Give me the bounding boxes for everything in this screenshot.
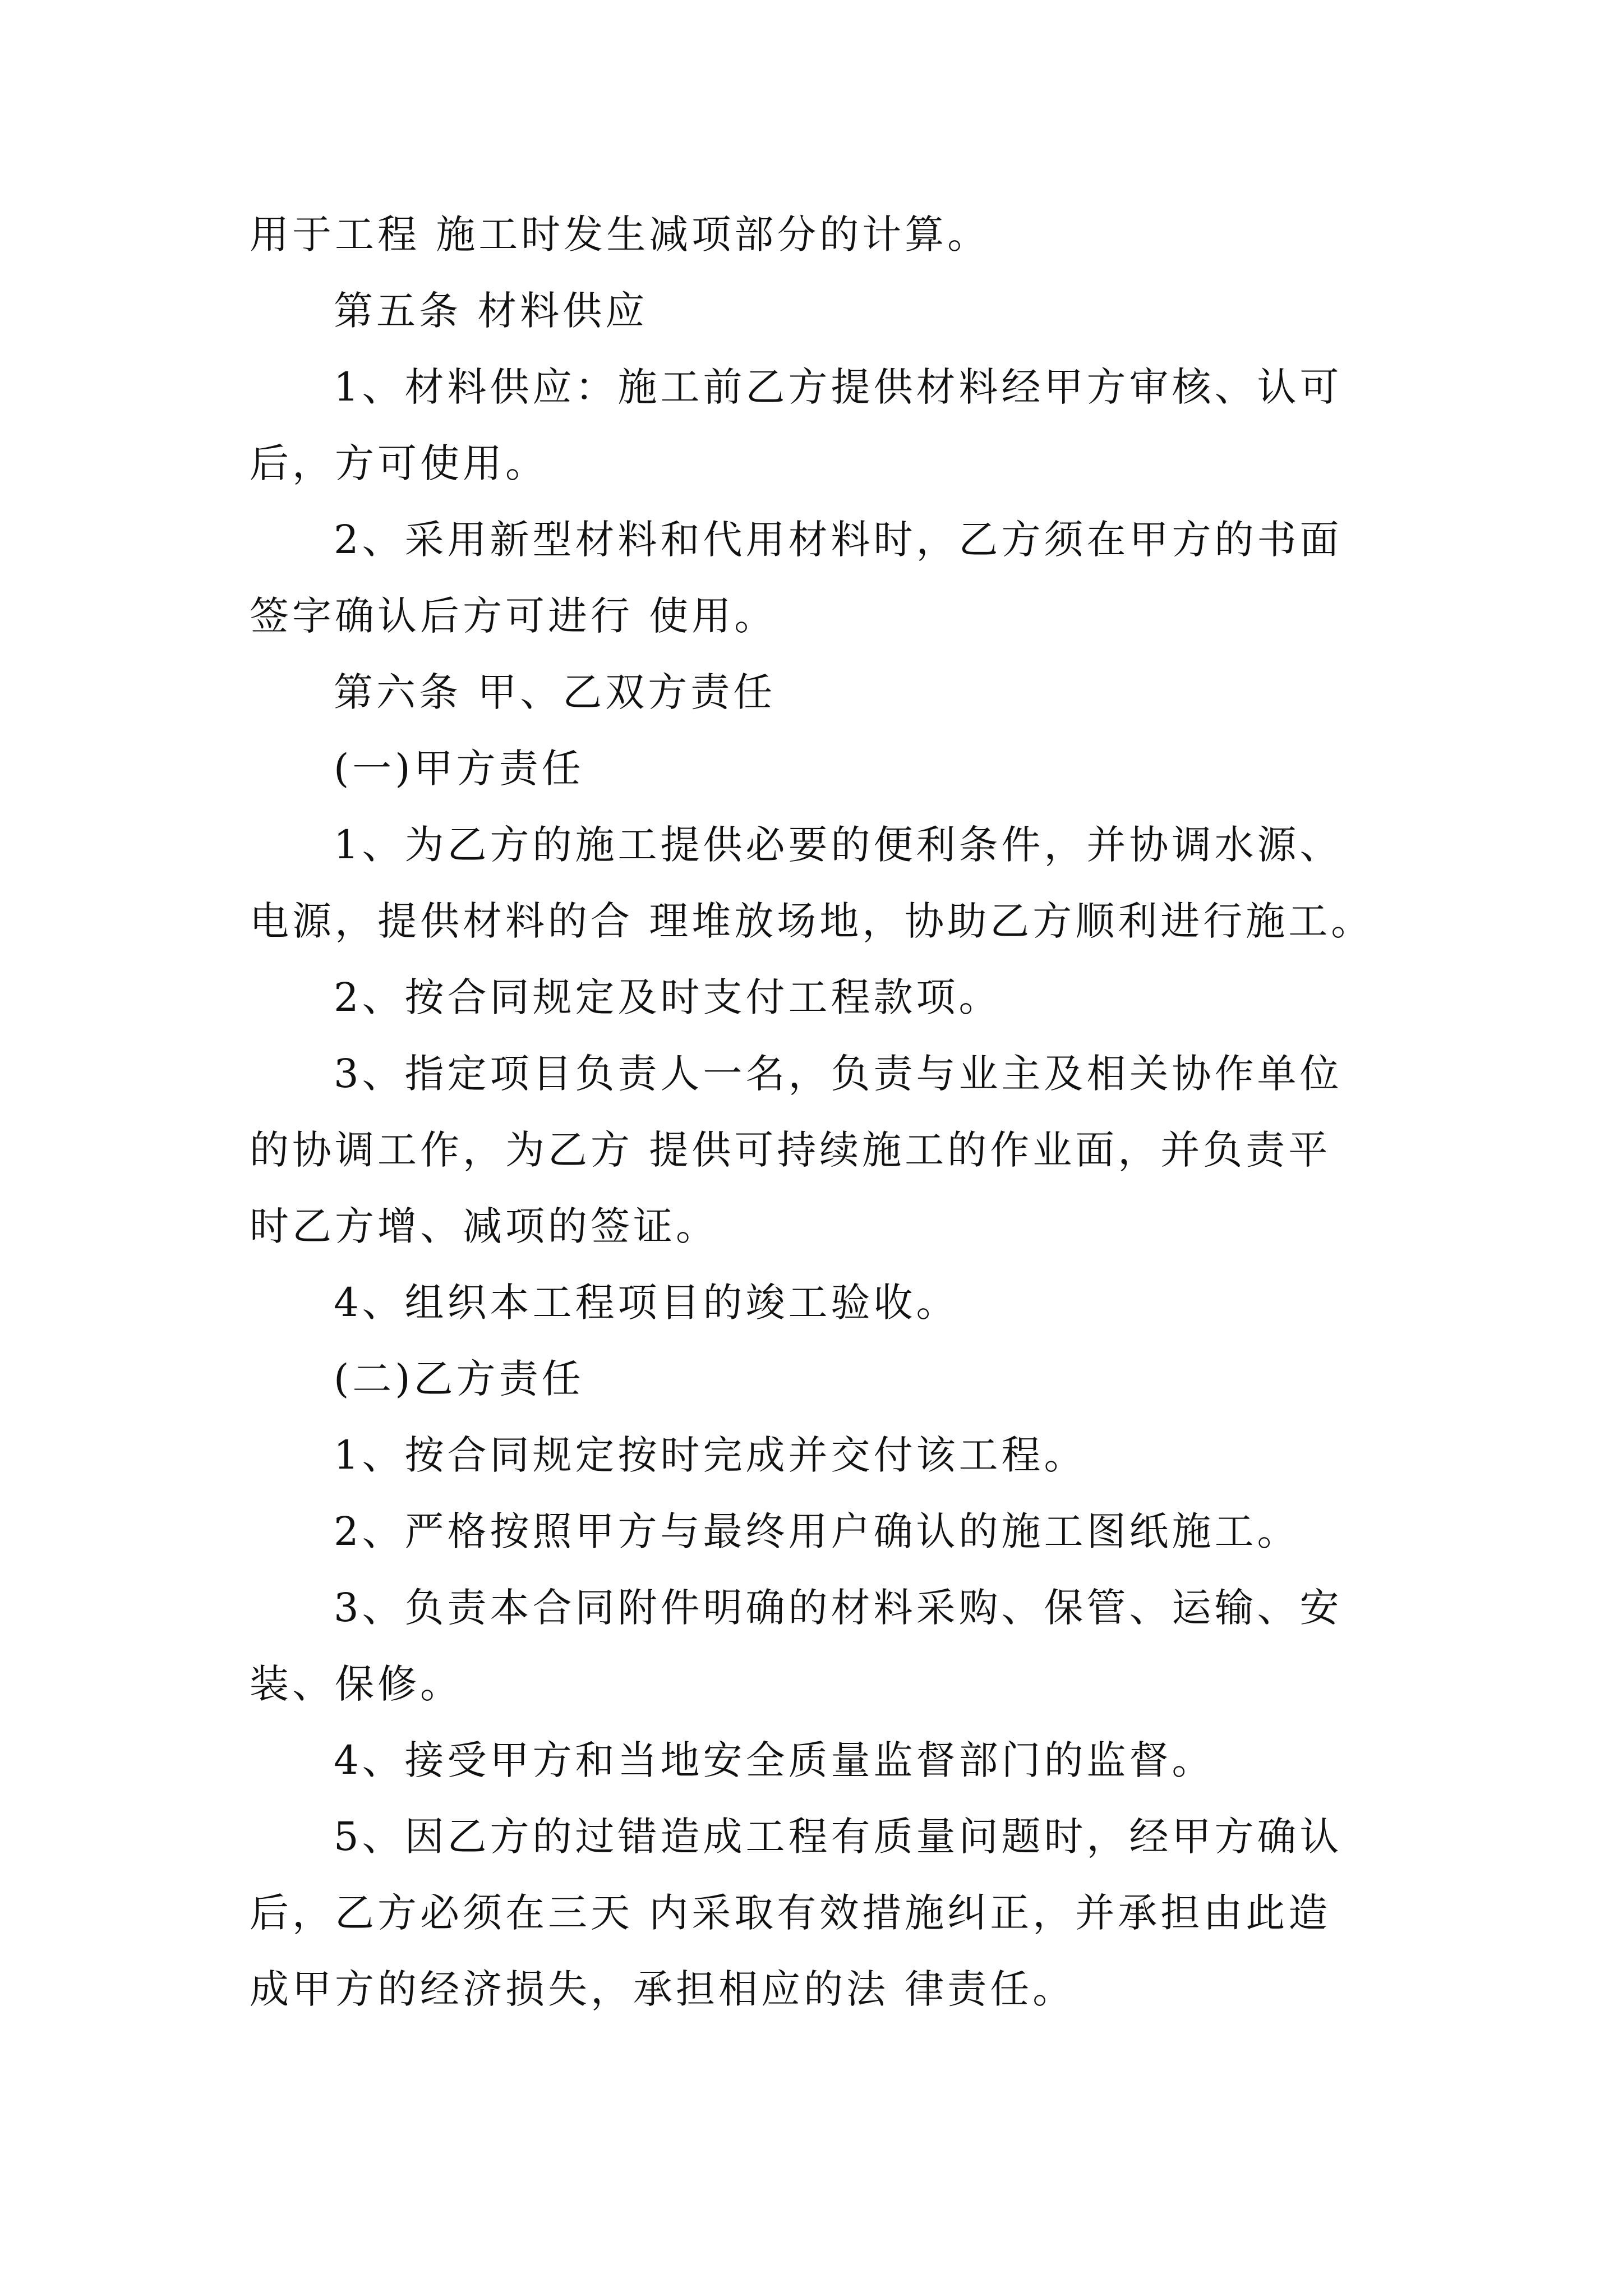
text-line: 电源，提供材料的合 理堆放场地，协助乙方顺利进行施工。: [250, 898, 1374, 944]
text-line: 后，方可使用。: [250, 440, 548, 486]
text-line: 2、采用新型材料和代用材料时，乙方须在甲方的书面: [334, 517, 1343, 563]
text-line: 1、按合同规定按时完成并交付该工程。: [334, 1432, 1087, 1478]
text-line: 2、按合同规定及时支付工程款项。: [334, 974, 1002, 1020]
text-line: 后，乙方必须在三天 内采取有效措施纠正，并承担由此造: [250, 1890, 1331, 1936]
text-line: 4、组织本工程项目的竣工验收。: [334, 1280, 959, 1326]
text-line: 2、严格按照甲方与最终用户确认的施工图纸施工。: [334, 1508, 1300, 1554]
text-line: 用于工程 施工时发生减项部分的计算。: [250, 211, 990, 257]
text-line: 3、负责本合同附件明确的材料采购、保管、运输、安: [334, 1585, 1343, 1631]
text-line: 5、因乙方的过错造成工程有质量问题时，经甲方确认: [334, 1814, 1343, 1860]
text-line: 成甲方的经济损失，承担相应的法 律责任。: [250, 1966, 1076, 2012]
text-line: 1、为乙方的施工提供必要的便利条件，并协调水源、: [334, 822, 1343, 868]
text-line: 时乙方增、减项的签证。: [250, 1203, 718, 1249]
subsection-heading-party-b: (二)乙方责任: [334, 1356, 584, 1402]
text-line: 签字确认后方可进行 使用。: [250, 593, 777, 639]
text-line: 4、接受甲方和当地安全质量监督部门的监督。: [334, 1737, 1215, 1783]
section-heading-article-6: 第六条 甲、乙双方责任: [334, 669, 776, 715]
text-line: 装、保修。: [250, 1661, 463, 1707]
section-heading-article-5: 第五条 材料供应: [334, 288, 648, 334]
text-line: 1、材料供应：施工前乙方提供材料经甲方审核、认可: [334, 364, 1343, 410]
contract-body-text: [250, 196, 1438, 2027]
text-line: 的协调工作，为乙方 提供可持续施工的作业面，并负责平: [250, 1127, 1331, 1173]
text-line: 3、指定项目负责人一名，负责与业主及相关协作单位: [334, 1051, 1343, 1097]
subsection-heading-party-a: (一)甲方责任: [334, 746, 584, 792]
